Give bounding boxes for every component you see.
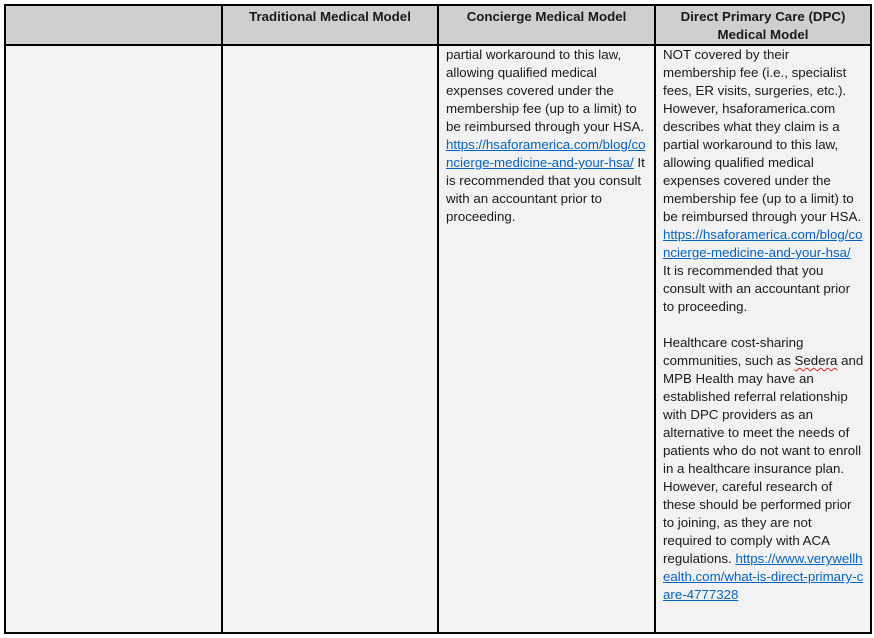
header-empty xyxy=(5,5,222,45)
verywellhealth-link[interactable]: https://www.verywellhealth.com/what-is-direct-primary-care-4777328 xyxy=(663,551,864,602)
dpc-para2-b: and MPB Health may have an established referral relationship with DPC providers as an alternative to meet the needs of patients who do not want to enroll in a healthcare insurance plan. However, careful research of these should be performed prior to joining, as they are not required to comply with ACA regulations. xyxy=(663,353,864,566)
cell-label xyxy=(5,45,222,633)
table-row xyxy=(5,45,871,633)
dpc-para2-a: Healthcare cost-sharing communities, such as xyxy=(663,335,804,368)
cell-dpc xyxy=(655,45,871,633)
dpc-text xyxy=(656,46,870,604)
header-traditional: Traditional Medical Model xyxy=(222,5,438,45)
cell-traditional xyxy=(222,45,438,633)
concierge-text-before: partial workaround to this law, allowing qualified medical expenses covered under the membership fee (up to a limit) to be reimbursed through your HSA. xyxy=(446,47,645,134)
concierge-text-after: It is recommended that you consult with an accountant prior to proceeding. xyxy=(446,155,645,224)
dpc-para1-after: It is recommended that you consult with an accountant prior to proceeding. xyxy=(663,245,859,314)
dpc-paragraph-1 xyxy=(663,46,864,316)
header-dpc: Direct Primary Care (DPC) Medical Model xyxy=(655,5,871,45)
dpc-paragraph-2 xyxy=(663,334,864,604)
concierge-text xyxy=(439,46,654,226)
dpc-para1-text: NOT covered by their membership fee (i.e., specialist fees, ER visits, surgeries, etc.). However, hsaforamerica.com describes what they claim is a partial workaround to this law, allowing qualified medical expenses covered under the membership fee (up to a limit) to be reimbursed through your HSA. xyxy=(663,47,862,224)
header-row xyxy=(5,5,871,45)
spellcheck-word: Sedera xyxy=(794,353,838,368)
comparison-table xyxy=(4,4,872,634)
cell-concierge xyxy=(438,45,655,633)
header-concierge: Concierge Medical Model xyxy=(438,5,655,45)
paragraph-gap xyxy=(663,316,864,334)
hsa-link[interactable]: https://hsaforamerica.com/blog/concierge-medicine-and-your-hsa/ xyxy=(446,137,646,170)
hsa-link-dpc[interactable]: https://hsaforamerica.com/blog/concierge-medicine-and-your-hsa/ xyxy=(663,227,863,260)
